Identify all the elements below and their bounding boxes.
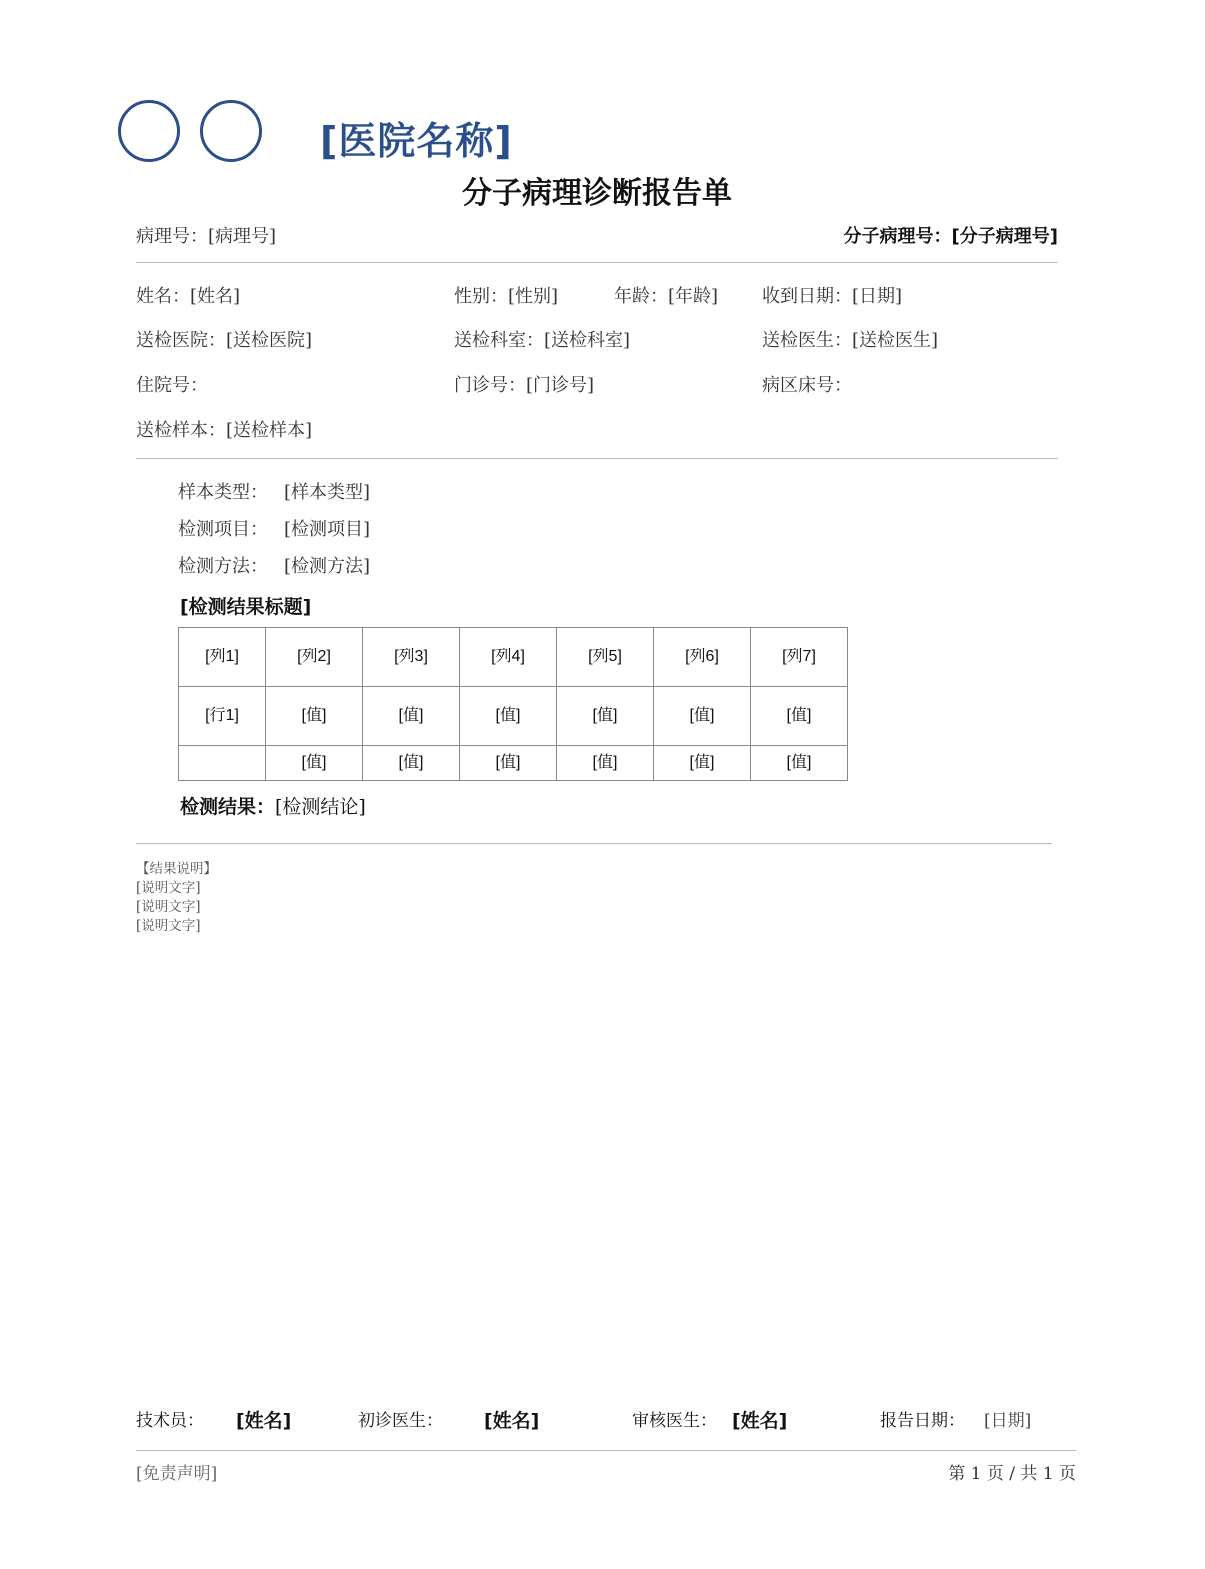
- header-cell: [列5]: [557, 628, 654, 687]
- department-field: [454, 326, 630, 352]
- sample-type-label: 样本类型：: [178, 482, 268, 503]
- tech-name: [姓名]: [236, 1410, 292, 1432]
- department-label: 送检科室：: [454, 330, 544, 351]
- report-title: 分子病理诊断报告单: [462, 176, 732, 211]
- sample-value: [送检样本]: [226, 420, 313, 441]
- table-cell: [值]: [557, 746, 654, 781]
- age-value: [年龄]: [668, 286, 719, 307]
- notes-heading: 【结果说明】: [136, 861, 217, 877]
- bed-label: 病区床号：: [762, 375, 852, 396]
- header-cell: [列6]: [654, 628, 751, 687]
- pathology-label: 病理号：: [136, 226, 208, 247]
- header-cell: [列2]: [266, 628, 363, 687]
- sending-doctor-field: [762, 326, 938, 352]
- review-doctor-label: 审核医生：: [632, 1411, 717, 1431]
- table-cell: [值]: [363, 746, 460, 781]
- footer: [136, 1459, 1076, 1484]
- sending-hospital-field: [136, 326, 312, 352]
- sample-field: [136, 416, 312, 442]
- notes-line: [说明文字]: [136, 918, 201, 934]
- table-cell: [值]: [266, 687, 363, 746]
- outpatient-label: 门诊号：: [454, 375, 526, 396]
- table-row: [179, 746, 848, 781]
- hospital-logo-icon: [118, 100, 180, 162]
- header-cell: [列7]: [751, 628, 848, 687]
- logo-group: [118, 100, 262, 162]
- notes-line: [说明文字]: [136, 899, 201, 915]
- first-doctor-label: 初诊医生：: [358, 1411, 443, 1431]
- first-doctor-name: [姓名]: [484, 1410, 540, 1432]
- table-cell: [行1]: [179, 687, 266, 746]
- age-field: [614, 282, 718, 308]
- received-value: [日期]: [852, 286, 903, 307]
- test-item-row: [178, 515, 370, 541]
- pathology-number: [病理号]: [208, 226, 277, 247]
- table-cell: [值]: [460, 746, 557, 781]
- sample-type-value: [样本类型]: [284, 482, 371, 503]
- table-cell: [值]: [363, 687, 460, 746]
- outpatient-value: [门诊号]: [526, 375, 595, 396]
- divider: [136, 262, 1058, 263]
- report-date-value: [日期]: [984, 1411, 1032, 1431]
- test-method-row: [178, 552, 370, 578]
- conclusion-text: [检测结论]: [275, 796, 366, 818]
- table-cell: [值]: [654, 746, 751, 781]
- received-date-field: [762, 282, 902, 308]
- result-table: [178, 627, 848, 781]
- received-label: 收到日期：: [762, 286, 852, 307]
- outpatient-field: [454, 371, 594, 397]
- hospital-name: [医院名称]: [320, 119, 513, 163]
- hospital-logo-icon: [200, 100, 262, 162]
- header-cell: [列3]: [363, 628, 460, 687]
- sending-doctor-value: [送检医生]: [852, 330, 939, 351]
- inpatient-label: 住院号：: [136, 375, 208, 396]
- sample-label: 送检样本：: [136, 420, 226, 441]
- molecular-label: 分子病理号：: [843, 226, 952, 247]
- review-doctor-name: [姓名]: [732, 1410, 788, 1432]
- header-cell: [列4]: [460, 628, 557, 687]
- id-row: [136, 222, 1058, 248]
- table-cell: [值]: [751, 687, 848, 746]
- table-row: [179, 687, 848, 746]
- test-item-label: 检测项目：: [178, 519, 268, 540]
- conclusion-label: 检测结果：: [180, 796, 276, 818]
- test-item-value: [检测项目]: [284, 519, 371, 540]
- divider: [136, 458, 1058, 459]
- molecular-number: [分子病理号]: [951, 226, 1058, 247]
- molecular-id: [844, 222, 1058, 248]
- page-number: 第 1 页 / 共 1 页: [948, 1464, 1076, 1484]
- sample-type-row: [178, 478, 370, 504]
- sending-hospital-value: [送检医院]: [226, 330, 313, 351]
- table-cell: [值]: [654, 687, 751, 746]
- notes-line: [说明文字]: [136, 880, 201, 896]
- table-cell: [179, 746, 266, 781]
- sex-field: [454, 282, 558, 308]
- test-method-value: [检测方法]: [284, 556, 371, 577]
- conclusion: [180, 792, 366, 819]
- table-row: [179, 628, 848, 687]
- patient-name: [姓名]: [190, 286, 241, 307]
- table-cell: [值]: [460, 687, 557, 746]
- disclaimer: [免责声明]: [136, 1464, 218, 1484]
- test-method-label: 检测方法：: [178, 556, 268, 577]
- result-notes: [136, 860, 1058, 936]
- header-cell: [列1]: [179, 628, 266, 687]
- sex-label: 性别：: [454, 286, 508, 307]
- divider: [136, 843, 1052, 844]
- table-cell: [值]: [557, 687, 654, 746]
- result-table-title: [检测结果标题]: [180, 596, 312, 618]
- tech-label: 技术员：: [136, 1411, 204, 1431]
- table-cell: [值]: [266, 746, 363, 781]
- report-date-label: 报告日期：: [880, 1411, 965, 1431]
- department-value: [送检科室]: [544, 330, 631, 351]
- sending-hospital-label: 送检医院：: [136, 330, 226, 351]
- patient-name-field: [136, 282, 240, 308]
- name-label: 姓名：: [136, 286, 190, 307]
- sex-value: [性别]: [508, 286, 559, 307]
- table-cell: [值]: [751, 746, 848, 781]
- inpatient-field: [136, 371, 208, 397]
- age-label: 年龄：: [614, 286, 668, 307]
- divider: [136, 1450, 1076, 1451]
- bed-field: [762, 371, 852, 397]
- report-page: [136, 0, 1076, 1569]
- sending-doctor-label: 送检医生：: [762, 330, 852, 351]
